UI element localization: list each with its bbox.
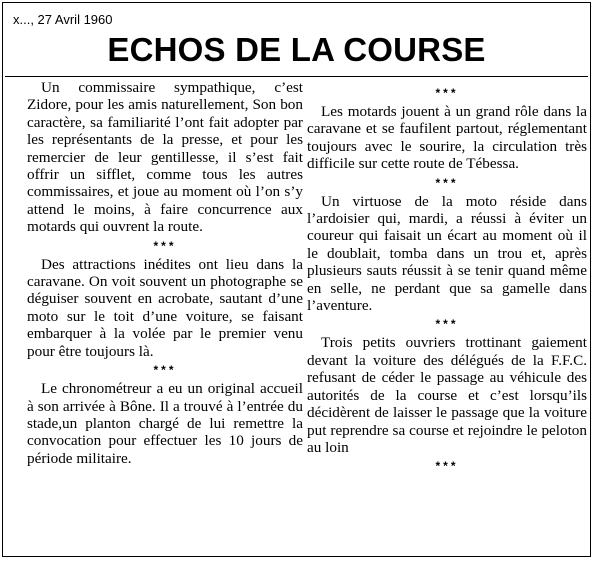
- headline-rule: [5, 76, 588, 77]
- article-paragraph: Un commissaire sympathique, c’est Zidore, pour les amis naturellement, Son bon caractère, sa familiarité l’ont fait adopter par les représentants de la presse, et pour les remercier de leur gentillesse, il s’est fait offrir un sifflet, comme tous les autres commissaires, et joue au moment où l’on s’y attend le moins, à faire concurrence aux motards qui ouvrent la route.: [27, 79, 303, 236]
- article-paragraph: Des attractions inédites ont lieu dans la caravane. On voit souvent un photographe se déguiser souvent en acrobate, sautant d’une moto sur le toit d’une voiture, se faisant embarquer à la volée par le premier venu pour être toujours là.: [27, 255, 303, 360]
- section-separator: ***: [435, 317, 459, 332]
- section-separator: ***: [153, 363, 177, 378]
- right-column: [307, 83, 587, 476]
- left-column: [27, 79, 303, 467]
- article-paragraph: Trois petits ouvriers trottinant gaiement devant la voiture des délégués de la F.F.C. refusant de céder le passage au véhicule des autorités de la course et c’est lorsqu’ils décidèrent de laisser le passage que la voiture put reprendre sa course et rejoindre le peloton au loin: [307, 334, 587, 456]
- article-paragraph: Un virtuose de la moto réside dans l’ardoisier qui, mardi, a réussi à éviter un coureur qui faisait un écart au moment où il le doublait, tomba dans un trou et, après plusieurs sauts réussit à se tenir quand même en selle, ne perdant que sa gamelle dans l’aventure.: [307, 192, 587, 315]
- section-separator: ***: [435, 86, 459, 100]
- article-paragraph: Les motards jouent à un grand rôle dans la caravane et se faufilent partout, réglementant toujours avec le sourire, la circulation très difficile sur cette route de Tébessa.: [307, 103, 587, 173]
- headline: ECHOS DE LA COURSE: [107, 31, 486, 68]
- dateline: x..., 27 Avril 1960: [13, 12, 113, 27]
- section-separator: ***: [153, 238, 177, 253]
- article-frame: [2, 2, 591, 557]
- section-separator: ***: [435, 175, 459, 190]
- section-separator: ***: [435, 459, 459, 474]
- article-paragraph: Le chronométreur a eu un original accueil à son arrivée à Bône. Il a trouvé à l’entrée du stade,un planton chargé de lui remettre la convocation pour effectuer les 10 jours de période militaire.: [27, 380, 303, 467]
